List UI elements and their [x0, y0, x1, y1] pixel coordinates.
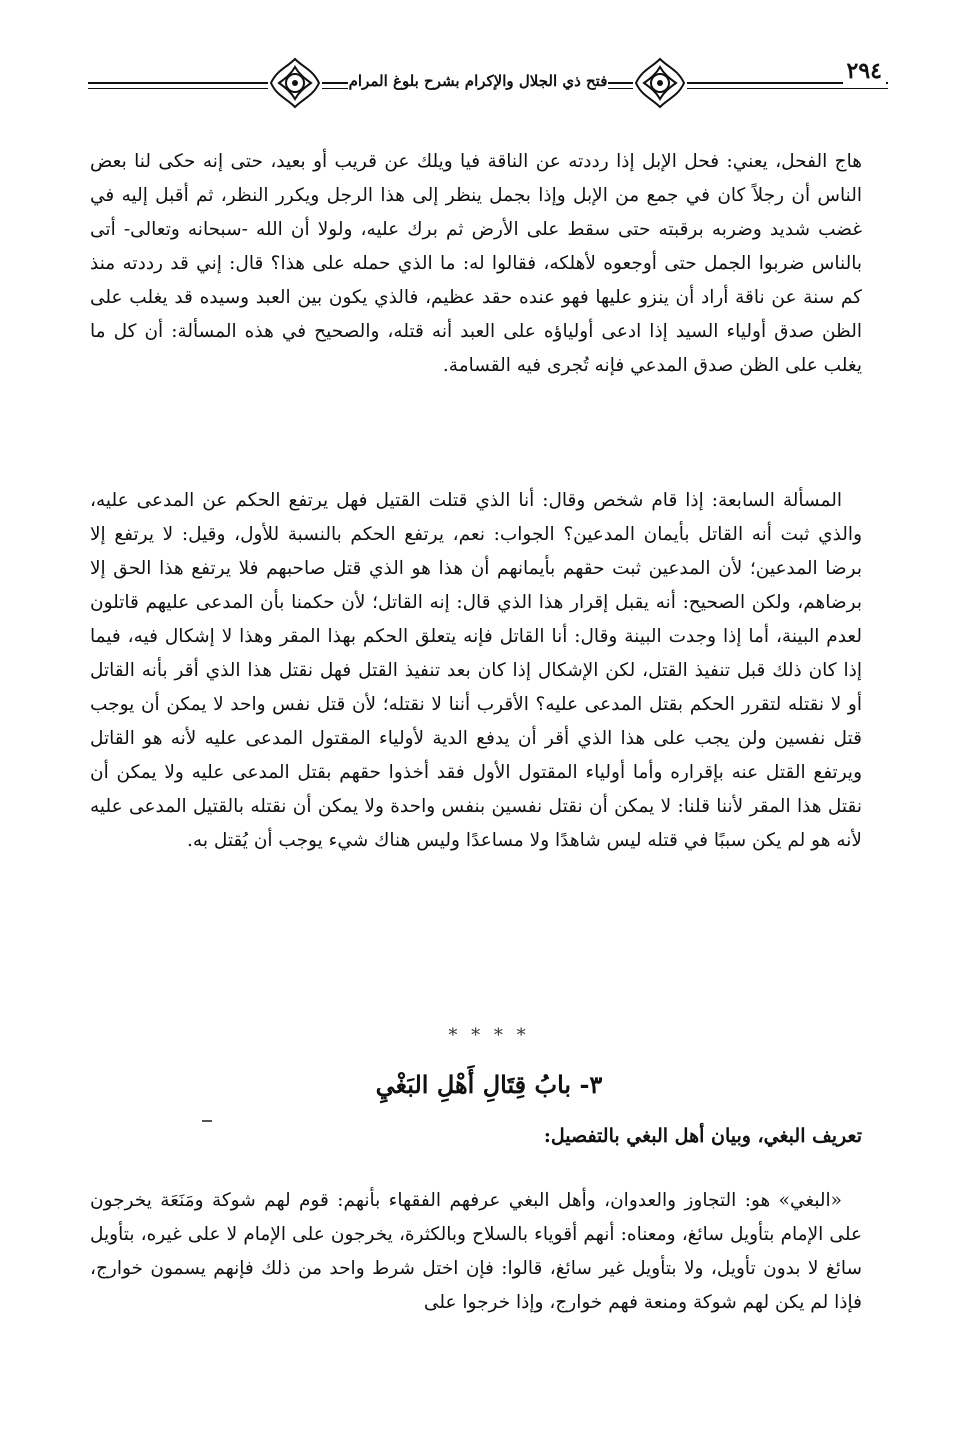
arabesque-ornament-icon: [633, 56, 687, 110]
running-title: فتح ذي الجلال والإكرام بشرح بلوغ المرام: [348, 72, 608, 90]
chapter-heading: ٣- بابُ قِتَالِ أَهْلِ البَغْيِ: [375, 1070, 603, 1099]
section-separator: * * * *: [448, 1025, 530, 1046]
paragraph: «البغي» هو: التجاوز والعدوان، وأهل البغي عرفهم الفقهاء بأنهم: قوم لهم شوكة ومَنَعَة يخرجون على الإمام بتأويل سائغ، ومعناه: أنهم أقوياء بالسلاح وبالكثرة، يخرجون على الإمام لا على غيره، بتأويل سائغ لا بدون تأويل، ولا بتأويل غير سائغ، قالوا: فإن اختل شرط واحد من ذلك فإنهم يسمون خوارج، فإذا لم يكن لهم شوكة ومنعة فهم خوارج، وإذا خرجوا على: [90, 1189, 862, 1313]
arabesque-ornament-icon: [268, 56, 322, 110]
stray-mark: [202, 1120, 212, 1122]
paragraph: المسألة السابعة: إذا قام شخص وقال: أنا الذي قتلت القتيل فهل يرتفع الحكم عن المدعى عليه، والذي ثبت أنه القاتل بأيمان المدعين؟ الجواب: نعم، يرتفع الحكم بالنسبة للأول، وقيل: لا يرتفع إلا برضا المدعين؛ لأن المدعين ثبت حقهم بأيمانهم أن هذا هو الذي قتل صاحبهم فلا يرتفع هذا الحق إلا برضاهم، ولكن الصحيح: أنه يقبل إقرار هذا الذي قال: إنه القاتل؛ لأن حكمنا بأن المدعى عليهم قاتلون لعدم البينة، أما إذا وجدت البينة وقال: أنا القاتل فإنه يتعلق الحكم بهذا المقر وهذا لا إشكال فيه، فيما إذا كان ذلك قبل تنفيذ القتل، لكن الإشكال إذا كان بعد تنفيذ القتل فهل نقتل هذا الذي أقر بأنه القاتل أو لا نقتله لتقرر الحكم بقتل المدعى عليه؟ الأقرب أننا لا نقتله؛ لأن قتل نفس واحد لا يمكن أن يوجب قتل نفسين ولن يجب على هذا الذي أقر أن يدفع الدية لأولياء المقتول المدعى عليه لأنه هو القاتل ويرتفع القتل عنه بإقراره وأما أولياء المقتول الأول فقد أخذوا حقهم بقتل المدعى عليه ولا يمكن أن نقتل هذا المقر لأننا قلنا: لا يمكن أن نقتل نفسين بنفس واحدة ولا يمكن أن نقتله بالقتيل المدعى عليه لأنه هو لم يكن سببًا في قتله ليس شاهدًا ولا مساعدًا وليس هناك شيء يوجب أن يُقتل به.: [90, 489, 862, 851]
page-number: ٢٩٤: [843, 58, 886, 84]
section-heading: تعريف البغي، وبيان أهل البغي بالتفصيل:: [543, 1125, 862, 1147]
page-header: [88, 52, 888, 112]
paragraph: هاج الفحل، يعني: فحل الإبل إذا رددته عن الناقة فيا ويلك عن قريب أو بعيد، حتى إنه حكى لنا بعض الناس أن رجلاً كان في جمع من الإبل وإذا بجمل ينظر إلى هذا الرجل ويكرر النظر، ثم أقبل إليه في غضب شديد وضربه برقبته حتى سقط على الأرض ثم برك عليه، ولولا أن الله -سبحانه وتعالى- أتى بالناس ضربوا الجمل حتى أوجعوه لأهلكه، فقالوا له: ما الذي حمله على هذا؟ قال: إني قد رددته منذ كم سنة عن ناقة أراد أن ينزو عليها فهو عنده حقد عظيم، فالذي يكون بين العبد وسيده قد يغلب على الظن صدق أولياء السيد إذا ادعى أولياؤه على العبد أنه قتله، والصحيح في هذه المسألة: أن كل ما يغلب على الظن صدق المدعي فإنه تُجرى فيه القسامة.: [90, 150, 862, 376]
